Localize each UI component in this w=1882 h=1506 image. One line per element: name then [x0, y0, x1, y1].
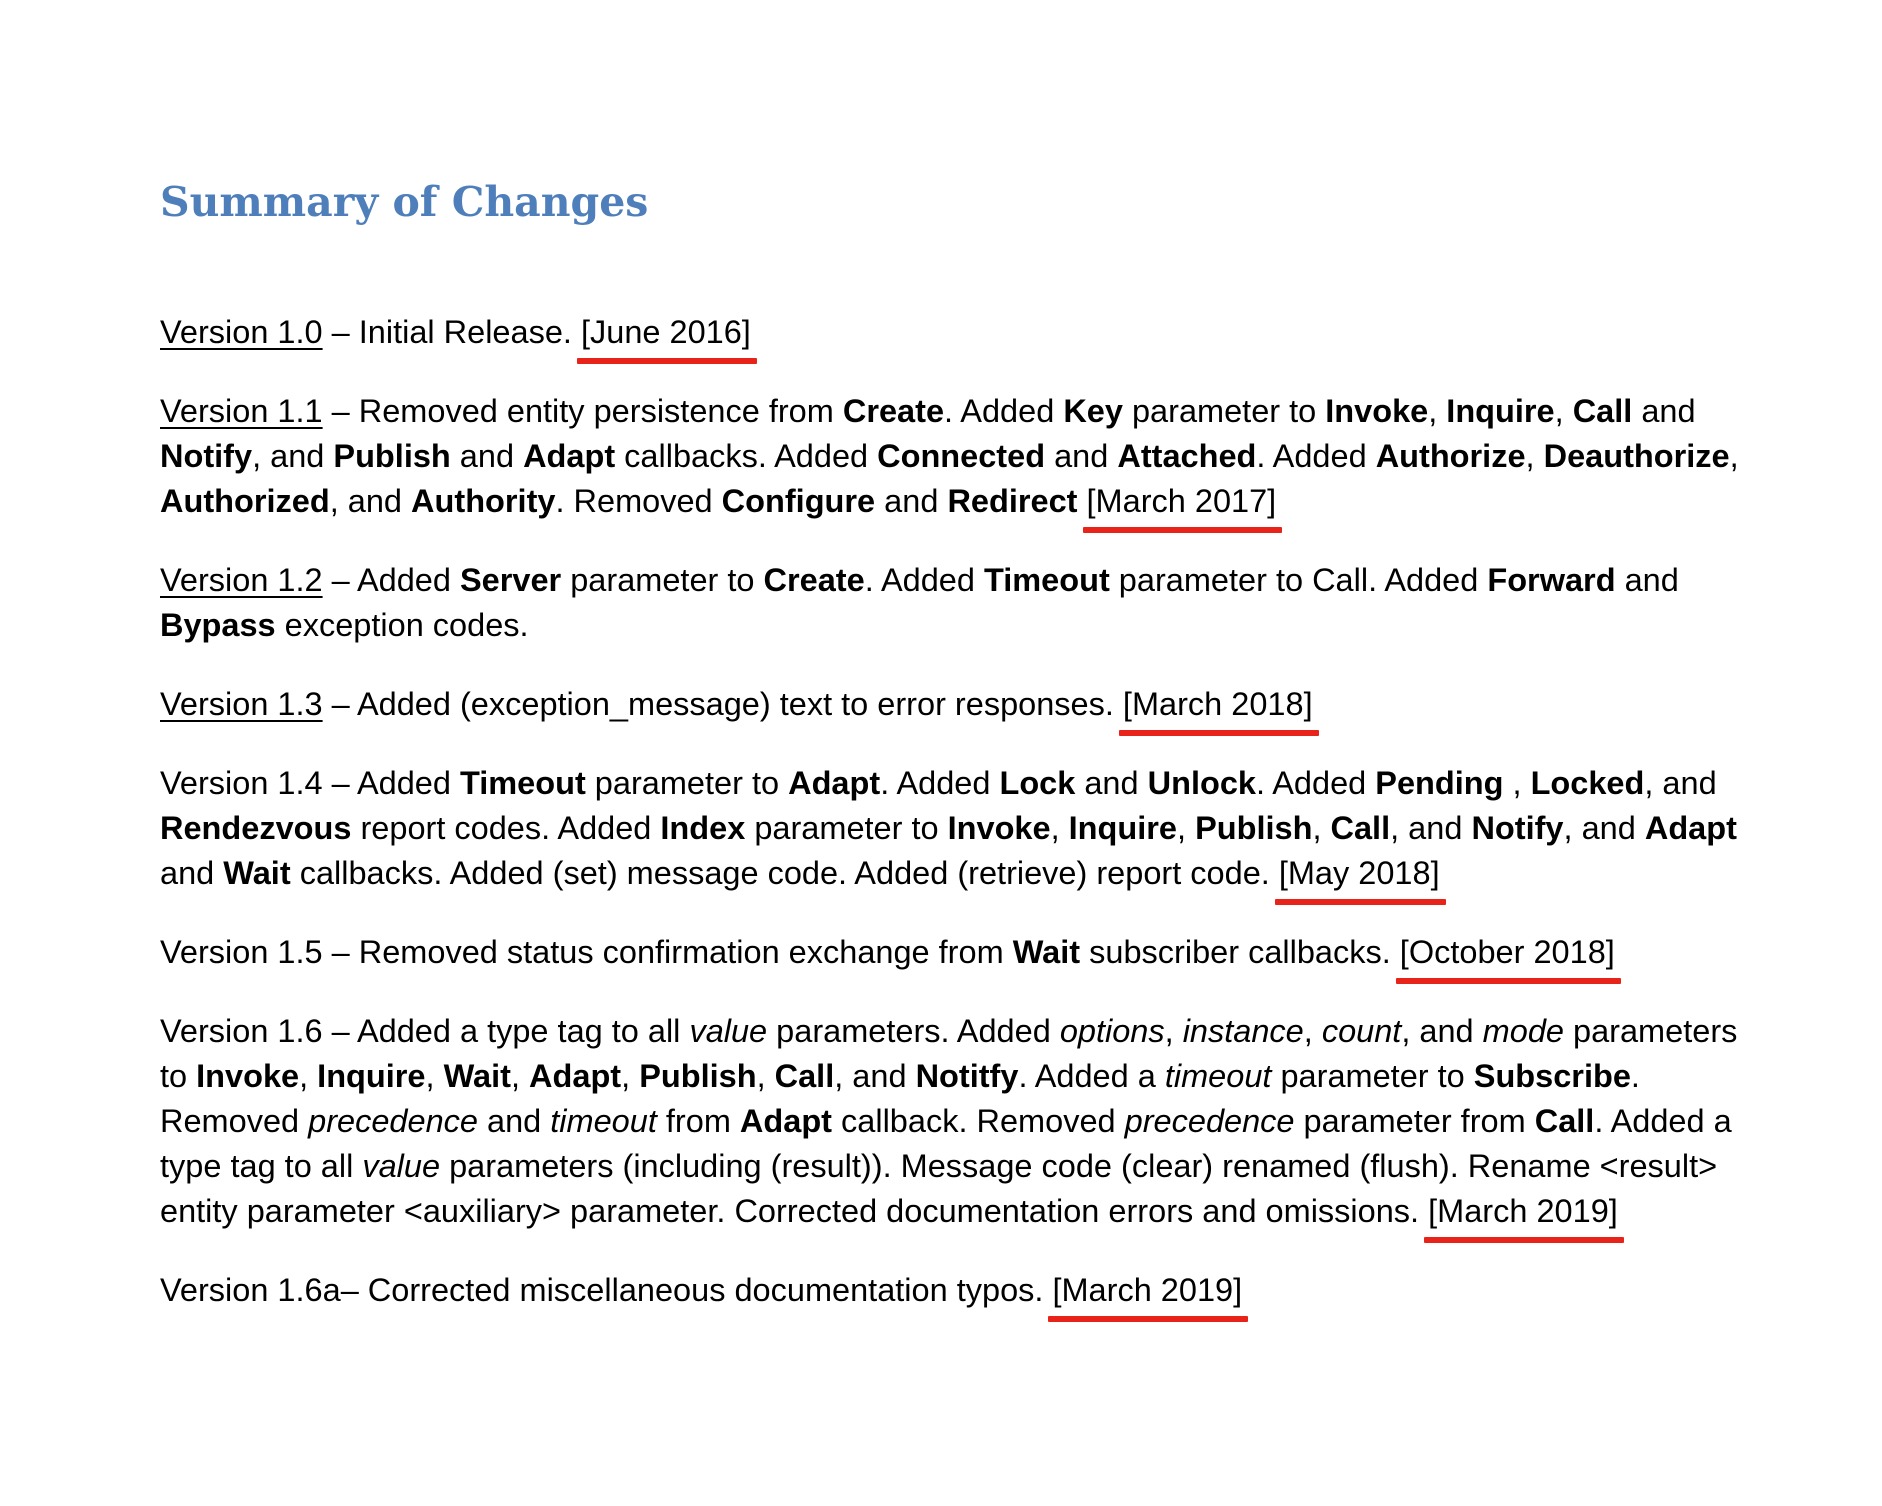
- description-text: – Corrected miscellaneous documentation typos.: [340, 1272, 1053, 1308]
- description-text: . Removed: [555, 483, 722, 519]
- bold-term: Call: [1330, 810, 1391, 846]
- bold-term: Connected: [877, 438, 1046, 474]
- release-date: [March 2017]: [1087, 479, 1277, 524]
- description-text: ,: [621, 1058, 640, 1094]
- description-text: . Added: [880, 765, 1000, 801]
- description-text: – Added (exception_message) text to error responses.: [322, 686, 1123, 722]
- description-text: parameter to Call. Added: [1109, 562, 1488, 598]
- description-text: and: [477, 1103, 551, 1139]
- description-text: – Added a type tag to all: [322, 1013, 690, 1049]
- bold-term: Authorized: [160, 483, 330, 519]
- change-log-list: [160, 310, 1760, 1347]
- description-text: report codes. Added: [351, 810, 661, 846]
- description-text: parameter to: [561, 562, 764, 598]
- description-text: , and: [1563, 810, 1645, 846]
- change-log-entry: [160, 761, 1760, 896]
- bold-term: Authorize: [1375, 438, 1526, 474]
- description-text: subscriber callbacks.: [1080, 934, 1400, 970]
- bold-term: Adapt: [523, 438, 616, 474]
- description-text: ,: [1729, 438, 1739, 474]
- bold-term: Attached: [1117, 438, 1257, 474]
- description-text: , and: [1390, 810, 1472, 846]
- description-text: . Added: [1256, 438, 1376, 474]
- bold-term: Index: [660, 810, 746, 846]
- description-text: ,: [1554, 393, 1573, 429]
- version-label: Version 1.4: [160, 765, 323, 801]
- release-date: [May 2018]: [1279, 851, 1440, 896]
- bold-term: Inquire: [1446, 393, 1555, 429]
- italic-term: value: [689, 1013, 768, 1049]
- bold-term: Lock: [999, 765, 1076, 801]
- description-text: , and: [1401, 1013, 1483, 1049]
- bold-term: Adapt: [1644, 810, 1737, 846]
- bold-term: Create: [763, 562, 865, 598]
- description-text: . Added: [1255, 765, 1376, 801]
- bold-term: Notify: [160, 438, 253, 474]
- description-text: and: [1632, 393, 1696, 429]
- bold-term: Server: [459, 562, 562, 598]
- description-text: . Added a: [1018, 1058, 1165, 1094]
- description-text: ,: [1503, 765, 1531, 801]
- bold-term: Timeout: [983, 562, 1110, 598]
- bold-term: Subscribe: [1473, 1058, 1631, 1094]
- description-text: . Added: [864, 562, 984, 598]
- description-text: parameter to: [585, 765, 789, 801]
- description-text: and: [160, 855, 224, 891]
- italic-term: count: [1321, 1013, 1402, 1049]
- description-text: – Added: [322, 765, 460, 801]
- description-text: ,: [425, 1058, 444, 1094]
- description-text: parameter from: [1294, 1103, 1535, 1139]
- bold-term: Wait: [443, 1058, 511, 1094]
- description-text: and: [1045, 438, 1118, 474]
- description-text: ,: [1177, 810, 1196, 846]
- italic-term: value: [362, 1148, 441, 1184]
- description-text: ,: [1525, 438, 1544, 474]
- description-text: callbacks. Added: [615, 438, 878, 474]
- italic-term: options: [1059, 1013, 1165, 1049]
- change-log-entry: [160, 1009, 1760, 1234]
- change-log-entry: [160, 389, 1760, 524]
- description-text: , and: [1644, 765, 1717, 801]
- description-text: callbacks. Added (set) message code. Added (retrieve) report code.: [290, 855, 1279, 891]
- bold-term: Wait: [223, 855, 291, 891]
- description-text: and: [1075, 765, 1148, 801]
- version-label: Version 1.6: [160, 1013, 323, 1049]
- bold-term: Deauthorize: [1543, 438, 1730, 474]
- description-text: ,: [1428, 393, 1447, 429]
- release-date: [March 2019]: [1428, 1189, 1618, 1234]
- description-text: ,: [1303, 1013, 1322, 1049]
- bold-term: Unlock: [1147, 765, 1256, 801]
- bold-term: Publish: [333, 438, 451, 474]
- version-label: Version 1.2: [160, 562, 323, 598]
- version-label: Version 1.3: [160, 686, 323, 722]
- bold-term: Invoke: [196, 1058, 300, 1094]
- description-text: exception codes.: [275, 607, 529, 643]
- bold-term: Adapt: [739, 1103, 832, 1139]
- description-text: – Removed entity persistence from: [322, 393, 843, 429]
- italic-term: precedence: [308, 1103, 478, 1139]
- bold-term: Locked: [1530, 765, 1645, 801]
- description-text: callback. Removed: [832, 1103, 1125, 1139]
- bold-term: Timeout: [459, 765, 586, 801]
- bold-term: Redirect: [947, 483, 1078, 519]
- description-text: parameter to: [1271, 1058, 1474, 1094]
- bold-term: Publish: [1195, 810, 1313, 846]
- change-log-entry: [160, 310, 1760, 355]
- version-label: Version 1.1: [160, 393, 323, 429]
- release-date: [March 2018]: [1123, 682, 1313, 727]
- bold-term: Authority: [411, 483, 556, 519]
- description-text: and: [1615, 562, 1679, 598]
- description-text: and: [875, 483, 948, 519]
- description-text: from: [656, 1103, 740, 1139]
- bold-term: Key: [1063, 393, 1123, 429]
- bold-term: Pending: [1375, 765, 1504, 801]
- italic-term: instance: [1182, 1013, 1304, 1049]
- version-label: Version 1.5: [160, 934, 323, 970]
- bold-term: Create: [842, 393, 945, 429]
- description-text: parameters. Added: [767, 1013, 1060, 1049]
- description-text: , and: [834, 1058, 916, 1094]
- page-title: Summary of Changes: [160, 178, 649, 226]
- description-text: . Added: [944, 393, 1064, 429]
- version-label: Version 1.0: [160, 314, 323, 350]
- description-text: – Added: [322, 562, 460, 598]
- bold-term: Adapt: [529, 1058, 622, 1094]
- change-log-entry: [160, 558, 1760, 648]
- bold-term: Call: [774, 1058, 835, 1094]
- bold-term: Bypass: [160, 607, 276, 643]
- description-text: ,: [1312, 810, 1331, 846]
- bold-term: Inquire: [1068, 810, 1177, 846]
- release-date: [October 2018]: [1400, 930, 1615, 975]
- description-text: – Removed status confirmation exchange from: [322, 934, 1013, 970]
- italic-term: precedence: [1124, 1103, 1295, 1139]
- description-text: ,: [1164, 1013, 1183, 1049]
- description-text: . Removed: [160, 1058, 1640, 1139]
- bold-term: Notitfy: [915, 1058, 1019, 1094]
- bold-term: Rendezvous: [160, 810, 352, 846]
- italic-term: mode: [1482, 1013, 1564, 1049]
- description-text: . Added a type tag to all: [160, 1103, 1732, 1184]
- italic-term: timeout: [1164, 1058, 1272, 1094]
- description-text: [1078, 483, 1087, 519]
- description-text: parameters (including (result)). Message code (clear) renamed (flush). Rename <result> entity parameter <auxiliary> parameter. Corrected documentation errors and omissions.: [160, 1148, 1718, 1229]
- bold-term: Inquire: [317, 1058, 426, 1094]
- description-text: , and: [252, 438, 334, 474]
- bold-term: Wait: [1012, 934, 1081, 970]
- description-text: parameter to: [1122, 393, 1326, 429]
- release-date: [March 2019]: [1052, 1268, 1242, 1313]
- italic-term: timeout: [550, 1103, 657, 1139]
- bold-term: Invoke: [1325, 393, 1429, 429]
- bold-term: Adapt: [788, 765, 881, 801]
- description-text: ,: [510, 1058, 530, 1094]
- description-text: and: [450, 438, 524, 474]
- change-log-entry: [160, 930, 1760, 975]
- version-label: Version 1.6a: [160, 1272, 341, 1308]
- description-text: parameter to: [745, 810, 948, 846]
- release-date: [June 2016]: [581, 310, 751, 355]
- bold-term: Forward: [1487, 562, 1616, 598]
- bold-term: Call: [1572, 393, 1633, 429]
- description-text: ,: [756, 1058, 775, 1094]
- change-log-entry: [160, 1268, 1760, 1313]
- description-text: parameters to: [160, 1013, 1738, 1094]
- bold-term: Configure: [721, 483, 876, 519]
- bold-term: Publish: [639, 1058, 757, 1094]
- description-text: ,: [1050, 810, 1069, 846]
- bold-term: Notify: [1471, 810, 1564, 846]
- description-text: , and: [329, 483, 412, 519]
- bold-term: Call: [1534, 1103, 1595, 1139]
- change-log-entry: [160, 682, 1760, 727]
- description-text: ,: [299, 1058, 318, 1094]
- bold-term: Invoke: [947, 810, 1051, 846]
- description-text: – Initial Release.: [322, 314, 581, 350]
